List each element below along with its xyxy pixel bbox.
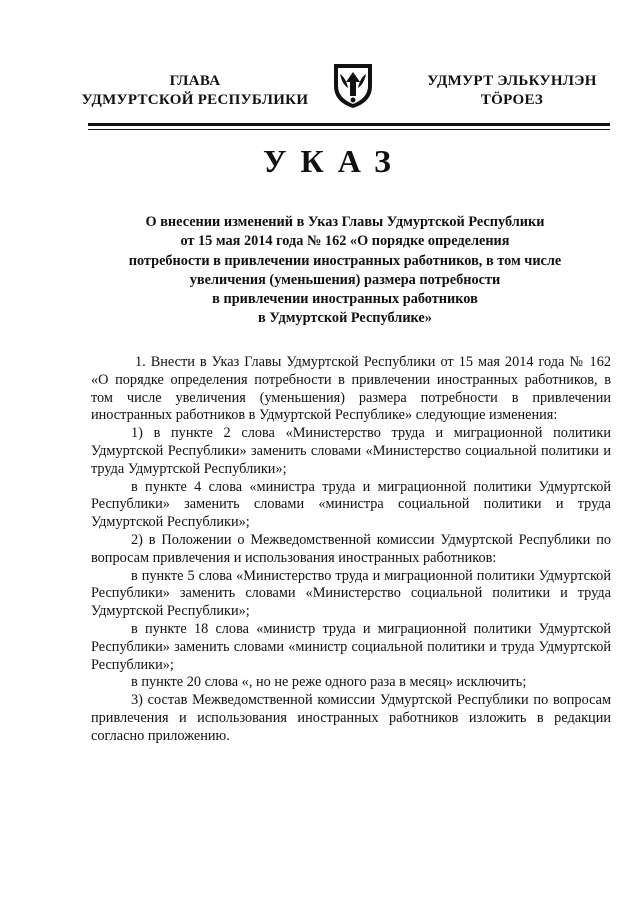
header-left-line2: УДМУРТСКОЙ РЕСПУБЛИКИ xyxy=(81,92,309,108)
paragraph: 3) состав Межведомственной комиссии Удмуртской Республики по вопросам привлечения и использования иностранных работников изложить в редакции согласно приложению. xyxy=(91,692,611,744)
paragraph: 1) в пункте 2 слова «Министерство труда и миграционной политики Удмуртской Республики» заменить словами «Министерство социальной политики и труда Удмуртской Республики»; xyxy=(91,425,611,477)
header-rule-thick xyxy=(88,123,610,126)
header-right-line1: УДМУРТ ЭЛЬКУНЛЭН xyxy=(427,73,597,89)
subject-line: от 15 мая 2014 года № 162 «О порядке определения xyxy=(180,233,510,250)
decree-body xyxy=(91,354,611,746)
header-right-title xyxy=(412,72,612,110)
subject-line: О внесении изменений в Указ Главы Удмуртской Республики xyxy=(145,214,545,230)
paragraph: в пункте 18 слова «министр труда и миграционной политики Удмуртской Республики» заменить словами «министр социальной политики и труда Удмуртской Республики»; xyxy=(91,620,611,673)
header-rule-thin xyxy=(88,129,610,130)
paragraph: в пункте 20 слова «, но не реже одного раза в месяц» исключить; xyxy=(131,674,527,691)
paragraph: в пункте 4 слова «министра труда и миграционной политики Удмуртской Республики» заменить словами «министра социальной политики и труда Удмуртской Республики»; xyxy=(91,478,611,531)
header-right-line2: ТӦРОЕЗ xyxy=(480,92,544,108)
document-title: УКАЗ xyxy=(263,143,405,179)
header-left-title xyxy=(60,72,330,110)
header-left-line1: ГЛАВА xyxy=(169,73,221,89)
coat-of-arms-icon xyxy=(330,60,376,110)
subject-line: в привлечении иностранных работников xyxy=(212,291,478,308)
paragraph: в пункте 5 слова «Министерство труда и миграционной политики Удмуртской Республики» заменить словами «Министерство социальной политики и труда Удмуртской Республики»; xyxy=(91,567,611,620)
subject-line: в Удмуртской Республике» xyxy=(258,310,432,327)
decree-subject xyxy=(95,213,595,329)
subject-line: потребности в привлечении иностранных работников, в том числе xyxy=(128,252,562,269)
paragraph: 1. Внести в Указ Главы Удмуртской Республики от 15 мая 2014 года № 162 «О порядке определения потребности в привлечении иностранных работников, в том числе увеличения (уменьшения) размера потребности в привлечении иностранных работников в Удмуртской Республике» следующие изменения: xyxy=(91,354,611,424)
subject-line: увеличения (уменьшения) размера потребности xyxy=(189,271,501,288)
paragraph: 2) в Положении о Межведомственной комиссии Удмуртской Республики по вопросам привлечения и использования иностранных работников: xyxy=(91,531,611,566)
